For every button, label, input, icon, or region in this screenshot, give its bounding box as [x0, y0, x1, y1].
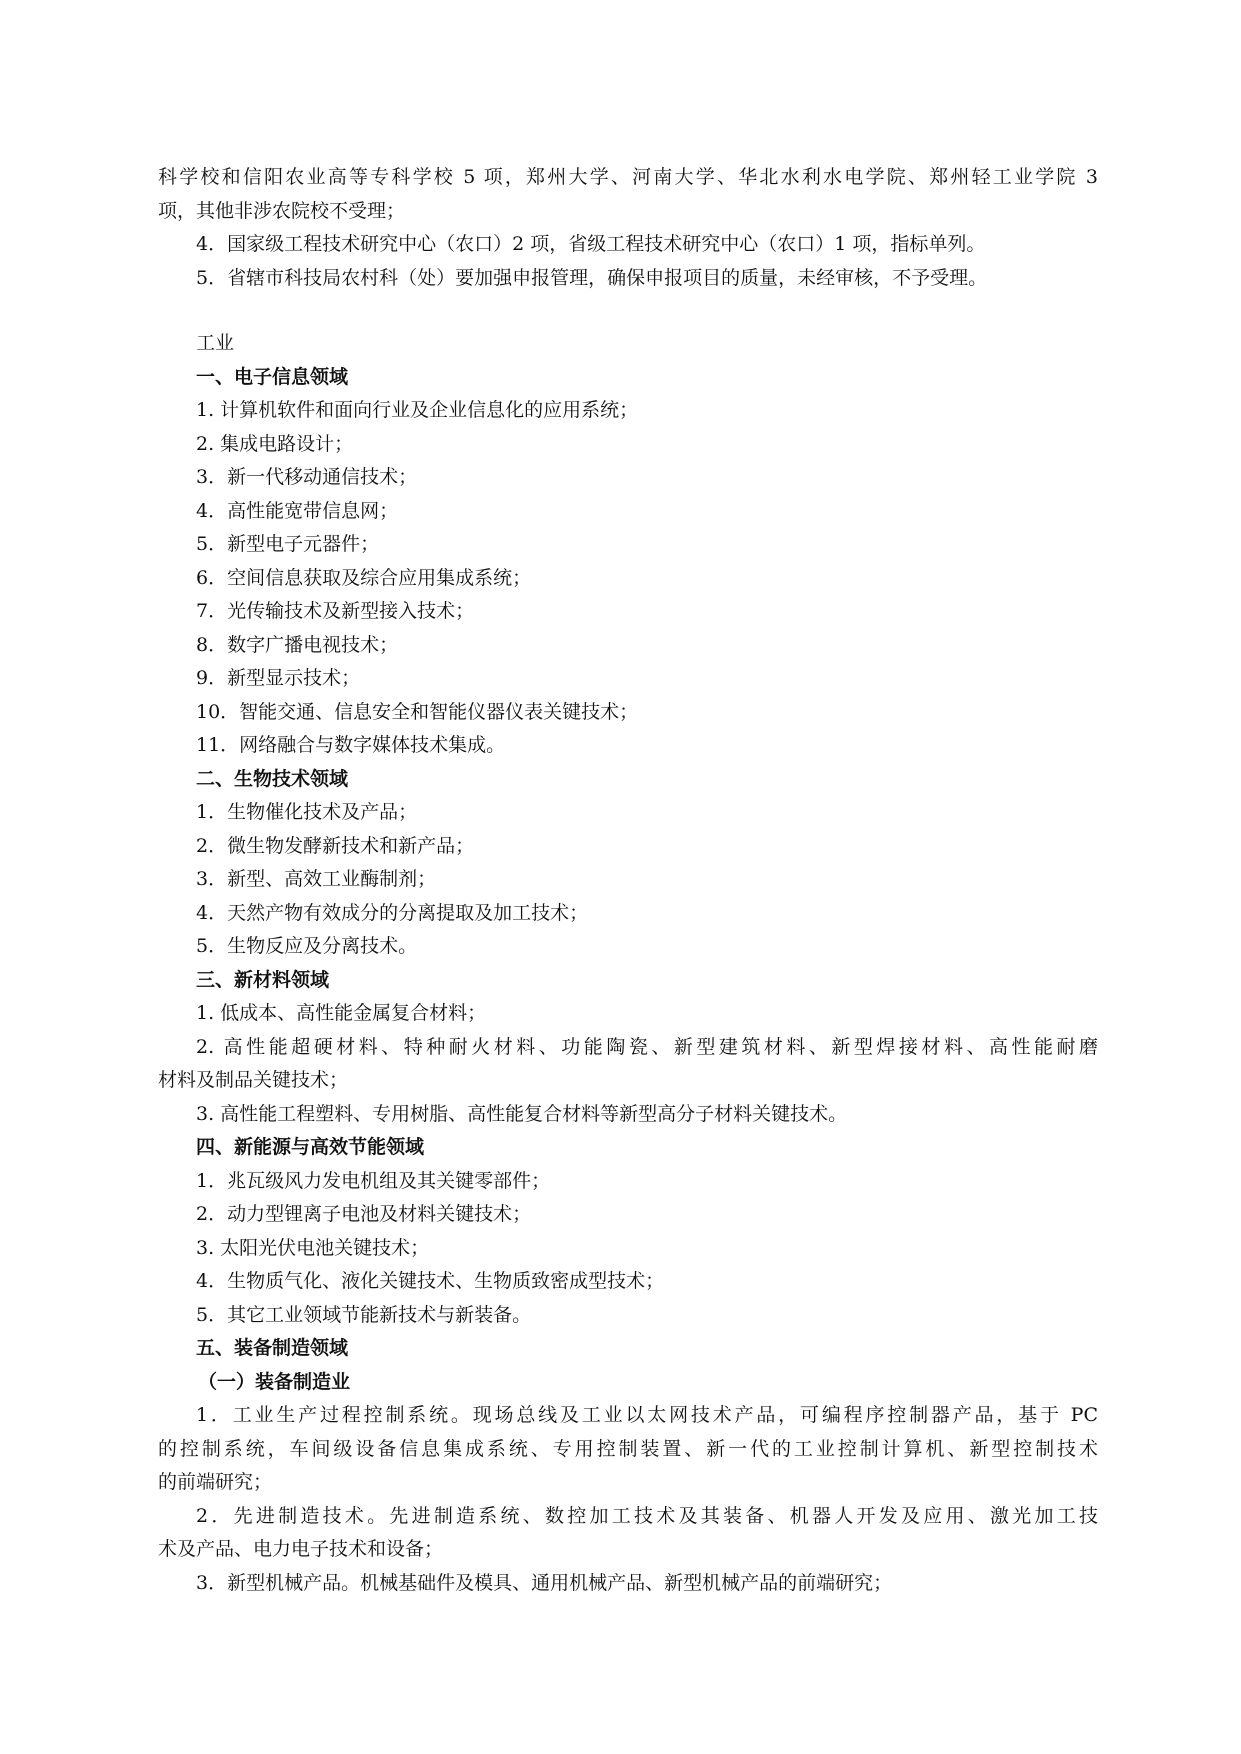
list-item: 1. 计算机软件和面向行业及企业信息化的应用系统；	[196, 399, 639, 421]
section-title-industry: 工业	[196, 332, 235, 354]
list-item: 11．网络融合与数字媒体技术集成。	[196, 734, 506, 756]
list-item: 4．高性能宽带信息网；	[196, 499, 399, 522]
list-item: 10．智能交通、信息安全和智能仪器仪表关键技术；	[196, 700, 639, 723]
paragraph-line: 项，其他非涉农院校不受理；	[158, 199, 406, 222]
list-item-continuation: 的控制系统，车间级设备信息集成系统、专用控制装置、新一代的工业控制计算机、新型控制技术	[158, 1437, 1098, 1460]
list-item: 2．微生物发酵新技术和新产品；	[196, 834, 475, 857]
paragraph-line: 5．省辖市科技局农村科（处）要加强申报管理，确保申报项目的质量，未经审核，不予受理。	[196, 266, 988, 289]
list-item: 5．生物反应及分离技术。	[196, 935, 418, 957]
section-heading-electronics: 一、电子信息领域	[196, 365, 349, 388]
list-item: 4．天然产物有效成分的分离提取及加工技术；	[196, 901, 589, 924]
section-heading-equipment: 五、装备制造领域	[196, 1337, 349, 1359]
list-item: 9．新型显示技术；	[196, 667, 361, 689]
list-item-continuation: 材料及制品关键技术；	[158, 1069, 349, 1091]
page-content	[158, 161, 1098, 1600]
section-heading-materials: 三、新材料领域	[196, 968, 330, 991]
list-item: 5．其它工业领域节能新技术与新装备。	[196, 1303, 532, 1326]
list-item: 4．生物质气化、液化关键技术、生物质致密成型技术；	[196, 1270, 665, 1292]
list-item: 1．工业生产过程控制系统。现场总线及工业以太网技术产品，可编程序控制器产品，基于 PC	[196, 1404, 1098, 1426]
list-item: 2. 集成电路设计；	[196, 432, 354, 455]
list-item: 3. 高性能工程塑料、专用树脂、高性能复合材料等新型高分子材料关键技术。	[196, 1102, 848, 1125]
list-item: 1. 低成本、高性能金属复合材料；	[196, 1002, 487, 1024]
list-item: 1．兆瓦级风力发电机组及其关键零部件；	[196, 1169, 551, 1192]
list-item: 2. 高性能超硬材料、特种耐火材料、功能陶瓷、新型建筑材料、新型焊接材料、高性能耐磨	[196, 1035, 1098, 1058]
list-item: 8．数字广播电视技术；	[196, 633, 399, 656]
list-item: 1．生物催化技术及产品；	[196, 801, 418, 823]
list-item: 3．新型、高效工业酶制剂；	[196, 868, 437, 890]
paragraph-line: 科学校和信阳农业高等专科学校 5 项，郑州大学、河南大学、华北水利水电学院、郑州轻工业学院 3	[158, 166, 1098, 188]
list-item: 3. 太阳光伏电池关键技术；	[196, 1236, 430, 1259]
list-item-continuation: 术及产品、电力电子技术和设备；	[158, 1538, 444, 1560]
list-item: 2．动力型锂离子电池及材料关键技术；	[196, 1203, 532, 1225]
list-item: 6．空间信息获取及综合应用集成系统；	[196, 566, 532, 589]
section-heading-energy: 四、新能源与高效节能领域	[196, 1136, 425, 1158]
list-item: 5．新型电子元器件；	[196, 533, 380, 555]
sub-heading-equipment-manufacturing: （一）装备制造业	[198, 1370, 351, 1393]
list-item-continuation: 的前端研究；	[158, 1471, 273, 1493]
list-item: 2．先进制造技术。先进制造系统、数控加工技术及其装备、机器人开发及应用、激光加工技	[196, 1504, 1098, 1527]
section-heading-biotech: 二、生物技术领域	[196, 767, 349, 790]
list-item: 3．新一代移动通信技术；	[196, 466, 418, 488]
list-item: 7．光传输技术及新型接入技术；	[196, 600, 475, 622]
list-item: 3．新型机械产品。机械基础件及模具、通用机械产品、新型机械产品的前端研究；	[196, 1571, 893, 1594]
paragraph-line: 4．国家级工程技术研究中心（农口）2 项，省级工程技术研究中心（农口）1 项，指标单列。	[196, 233, 986, 255]
paragraph-gap	[158, 295, 1098, 327]
